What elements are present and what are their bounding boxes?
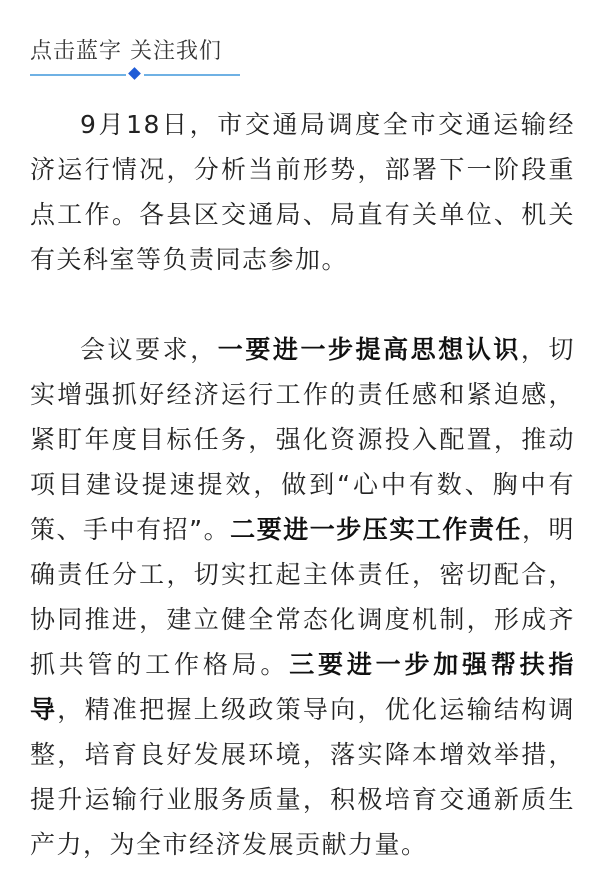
divider-right — [144, 74, 240, 76]
bold-point-two: 二要进一步压实工作责任 — [230, 515, 522, 544]
bold-point-three: 三要进一步加强帮扶指导 — [30, 650, 575, 724]
text-segment: ，切实增强抓好经济运行工作的责任感和紧迫感，紧盯年度目标任务，强化资源投入配置，推动项目建设提速提效，做到“心中有数、胸中有策、手中有招”。 — [30, 335, 575, 544]
divider-left — [30, 74, 126, 76]
bold-point-one: 一要进一步提高思想认识 — [217, 335, 521, 364]
diamond-icon — [128, 67, 141, 80]
text-segment: ，精准把握上级政策导向，优化运输结构调整，培育良好发展环境，落实降本增效举措，提升运输行业服务质量，积极培育交通新质生产力，为全市经济发展贡献力量。 — [30, 695, 575, 859]
text-segment: ，明确责任分工，切实扛起主体责任，密切配合，协同推进，建立健全常态化调度机制，形成齐抓共管的工作格局。 — [30, 515, 575, 679]
paragraph-intro: 9月18日，市交通局调度全市交通运输经济运行情况，分析当前形势，部署下一阶段重点工作。各县区交通局、局直有关单位、机关有关科室等负责同志参加。 — [30, 110, 575, 274]
article-body — [30, 102, 575, 867]
follow-header — [30, 0, 250, 90]
text-segment: 会议要求， — [80, 335, 218, 364]
follow-us-text[interactable]: 点击蓝字 关注我们 — [30, 39, 222, 64]
paragraph-requirements — [30, 327, 575, 867]
